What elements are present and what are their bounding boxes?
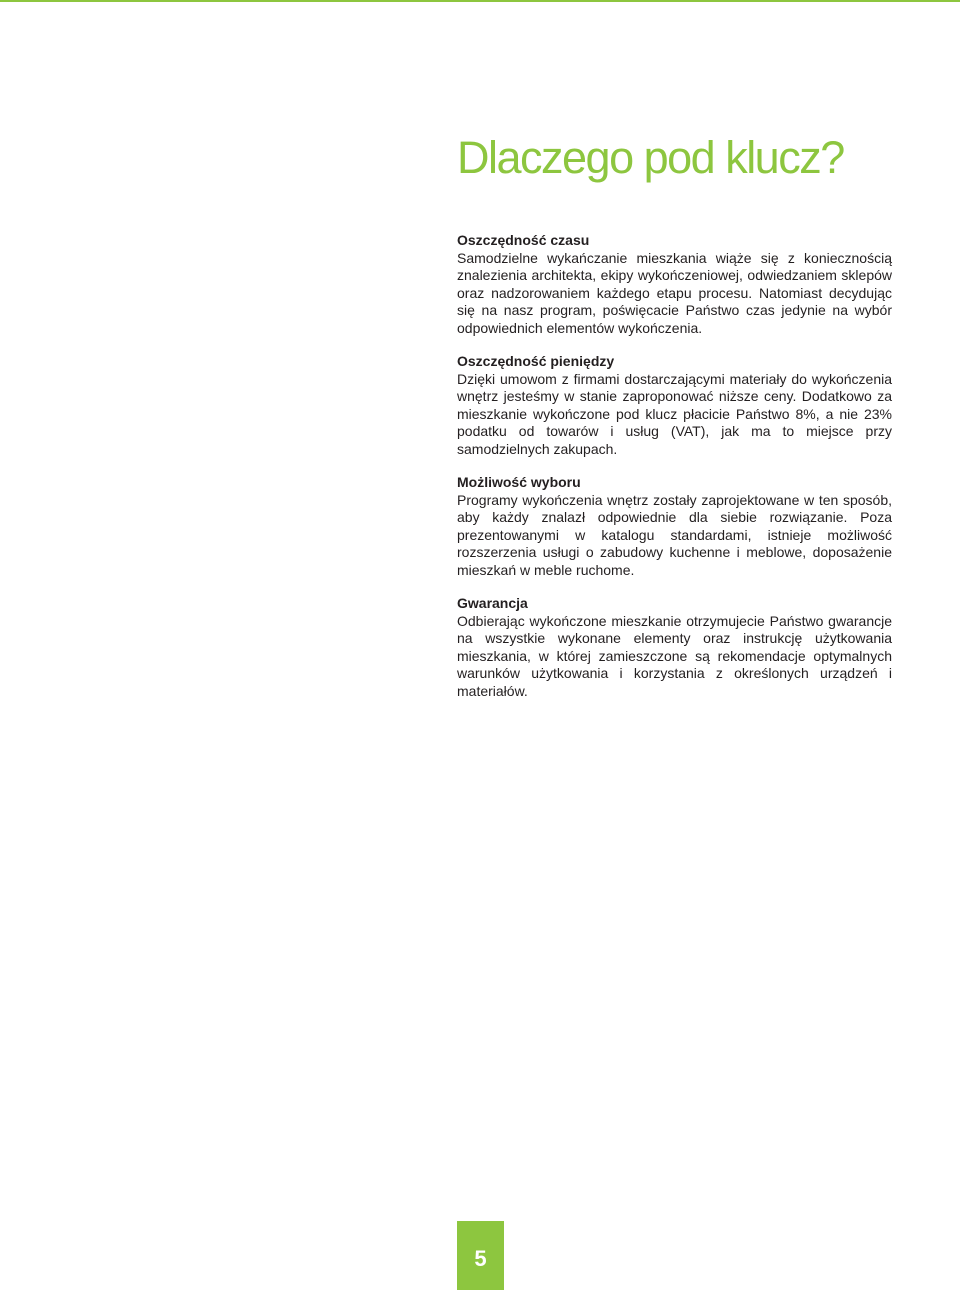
- section-heading: Oszczędność pieniędzy: [457, 353, 615, 369]
- section-choice: [457, 474, 892, 579]
- section-heading: Oszczędność czasu: [457, 232, 590, 248]
- section-time-savings: [457, 232, 892, 337]
- section-body: Programy wykończenia wnętrz zostały zaprojektowane w ten sposób, aby każdy znalazł odpowiednie dla siebie rozwiązanie. Poza prezentowanymi w katalogu standardami, istnieje możliwość rozszerzenia usługi o zabudowy kuchenne i meblowe, doposażenie mieszkań w meble ruchome.: [457, 491, 892, 578]
- section-body: Odbierając wykończone mieszkanie otrzymujecie Państwo gwarancje na wszystkie wykonane elementy oraz instrukcję użytkowania mieszkania, w której zamieszczone są rekomendacje optymalnych warunków użytkowania i korzystania z określonych urządzeń i materiałów.: [457, 612, 892, 699]
- section-heading: Możliwość wyboru: [457, 474, 581, 490]
- section-body: Samodzielne wykańczanie mieszkania wiąże się z koniecznością znalezienia architekta, ekipy wykończeniowej, odwiedzaniem sklepów oraz nadzorowaniem każdego etapu procesu. Natomiast decydując się na nasz program, poświęcacie Państwo czas jedynie na wybór odpowiednich elementów wykończenia.: [457, 249, 892, 336]
- content-column: [457, 232, 892, 716]
- section-money-savings: [457, 353, 892, 458]
- section-heading: Gwarancja: [457, 595, 528, 611]
- section-body: Dzięki umowom z firmami dostarczającymi materiały do wykończenia wnętrz jesteśmy w stanie zaproponować niższe ceny. Dodatkowo za mieszkanie wykończone pod klucz płacicie Państwo 8%, a nie 23% podatku od towarów i usług (VAT), jak ma to miejsce przy samodzielnych zakupach.: [457, 370, 892, 457]
- page-title: Dlaczego pod klucz?: [457, 132, 844, 183]
- section-warranty: [457, 595, 892, 700]
- top-accent-rule: [0, 0, 960, 2]
- page-number: 5: [457, 1221, 504, 1290]
